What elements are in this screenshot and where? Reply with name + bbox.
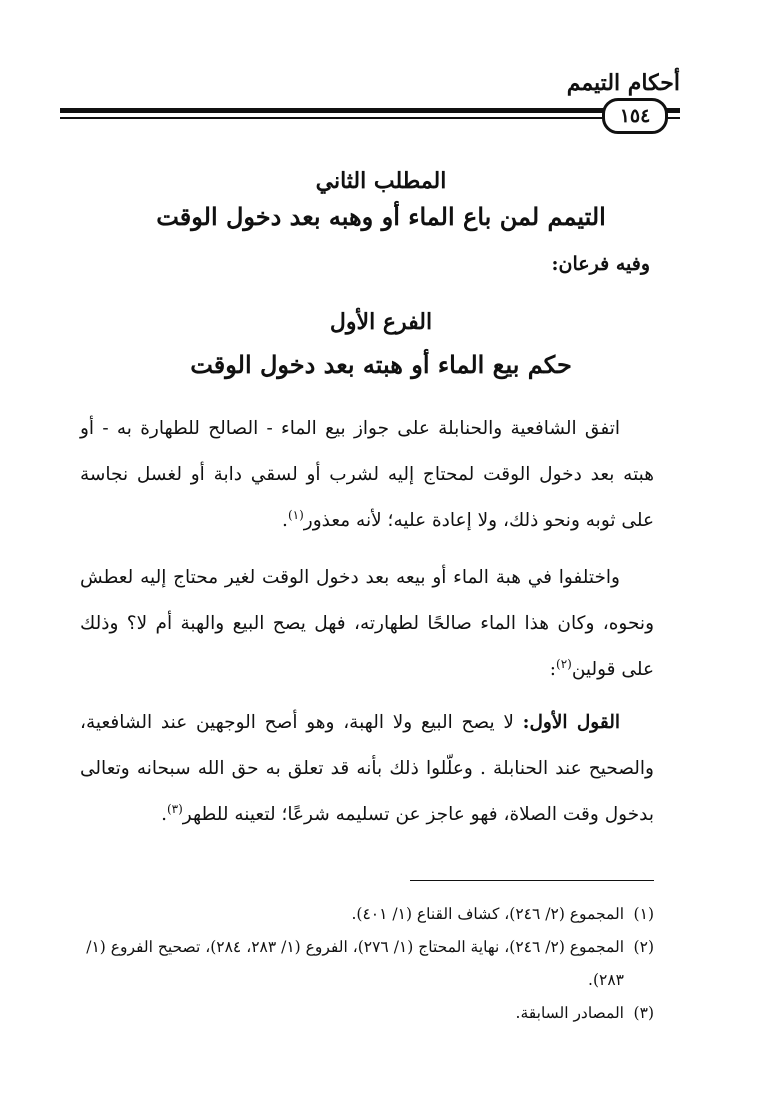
paragraph-3-text: لا يصح البيع ولا الهبة، وهو أصح الوجهين عند الشافعية، والصحيح عند الحنابلة . وعلّلوا ذلك بأنه قد تعلق به حق الله سبحانه وتعالى بدخول وقت الصلاة، فهو عاجز عن تسليمه شرعًا؛ لتعينه للطهر bbox=[80, 712, 654, 825]
page-number: ١٥٤ bbox=[619, 104, 651, 127]
section-title: التيمم لمن باع الماء أو وهبه بعد دخول الوقت bbox=[156, 202, 606, 231]
section-label: المطلب الثاني bbox=[315, 168, 447, 194]
footnote-number: (٣) bbox=[633, 1004, 654, 1022]
footnotes bbox=[80, 898, 654, 1030]
footnote-ref-1: (١) bbox=[287, 507, 304, 522]
running-title: أحكام التيمم bbox=[566, 70, 680, 96]
paragraph-1-text: اتفق الشافعية والحنابلة على جواز بيع الماء - الصالح للطهارة به - أو هبته بعد دخول الوقت لمحتاج إليه لشرب أو لسقي دابة أو لغسل نجاسة على ثوبه ونحو ذلك، ولا إعادة عليه؛ لأنه معذور bbox=[80, 418, 654, 531]
footnote-item bbox=[80, 997, 654, 1030]
branch-title: حكم بيع الماء أو هبته بعد دخول الوقت bbox=[190, 350, 572, 379]
footnote-ref-2: (٢) bbox=[556, 656, 572, 671]
section-intro: وفيه فرعان: bbox=[551, 253, 650, 275]
footnote-number: (٢) bbox=[633, 938, 654, 956]
footnote-text: المجموع (٢/ ٢٤٦)، نهاية المحتاج (١/ ٢٧٦)، الفروع (١/ ٢٨٣، ٢٨٤)، تصحيح الفروع (١/ ٢٨٣). bbox=[86, 938, 624, 989]
footnote-number: (١) bbox=[633, 905, 654, 923]
paragraph-3 bbox=[80, 700, 654, 838]
paragraph-1 bbox=[80, 406, 654, 544]
page-number-badge bbox=[602, 98, 668, 134]
header-rule-thin bbox=[60, 117, 680, 119]
footnote-item bbox=[80, 898, 654, 931]
paragraph-2-end: : bbox=[549, 659, 556, 680]
paragraph-2 bbox=[80, 555, 654, 693]
branch-label: الفرع الأول bbox=[329, 309, 433, 335]
paragraph-1-end: . bbox=[282, 510, 288, 531]
footnote-item bbox=[80, 931, 654, 997]
paragraph-3-lead: القول الأول: bbox=[522, 712, 620, 733]
paragraph-2-text: واختلفوا في هبة الماء أو بيعه بعد دخول الوقت لغير محتاج إليه لعطش ونحوه، وكان هذا الماء صالحًا لطهارته، فهل يصح البيع والهبة أم لا؟ وذلك على قولين bbox=[80, 567, 654, 680]
footnote-ref-3: (٣) bbox=[166, 801, 183, 816]
header-rule-thick bbox=[60, 108, 680, 113]
footnote-text: المصادر السابقة. bbox=[515, 1004, 624, 1022]
footnote-separator bbox=[410, 880, 654, 881]
paragraph-3-end: . bbox=[161, 804, 167, 825]
footnote-text: المجموع (٢/ ٢٤٦)، كشاف القناع (١/ ٤٠١). bbox=[351, 905, 624, 923]
